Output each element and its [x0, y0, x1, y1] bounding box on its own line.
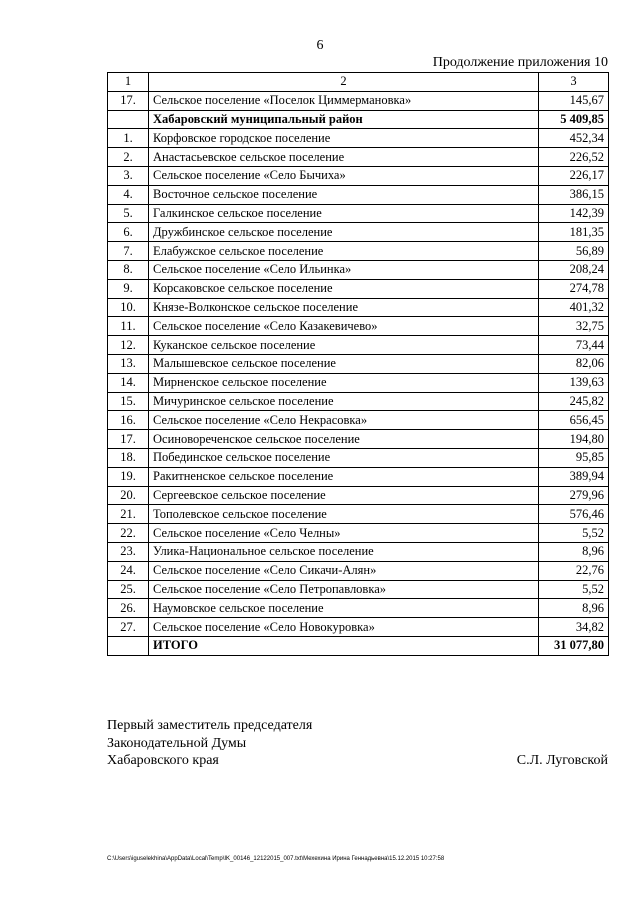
row-number-cell: 12.: [108, 336, 149, 355]
row-name-cell: Анастасьевское сельское поселение: [149, 148, 539, 167]
table-row: [108, 242, 609, 261]
row-number-cell: 17.: [108, 430, 149, 449]
table-row: [108, 561, 609, 580]
allocation-table: [107, 72, 609, 656]
table-row: [108, 129, 609, 148]
row-value-cell: 386,15: [539, 185, 609, 204]
row-name-cell: Сельское поселение «Село Ильинка»: [149, 260, 539, 279]
row-number-cell: 25.: [108, 580, 149, 599]
row-value-cell: 245,82: [539, 392, 609, 411]
table-row: [108, 260, 609, 279]
table-row: [108, 166, 609, 185]
table-row: [108, 542, 609, 561]
table-row: [108, 505, 609, 524]
row-value-cell: 5,52: [539, 524, 609, 543]
row-name-cell: Князе-Волконское сельское поселение: [149, 298, 539, 317]
row-value-cell: 139,63: [539, 373, 609, 392]
row-value-cell: 5 409,85: [539, 110, 609, 129]
table-row: [108, 204, 609, 223]
row-number-cell: 19.: [108, 467, 149, 486]
row-number-cell: 27.: [108, 618, 149, 637]
table-row: [108, 336, 609, 355]
signature-title-line2: Законодательной Думы: [107, 735, 247, 751]
row-value-cell: 82,06: [539, 354, 609, 373]
row-value-cell: 389,94: [539, 467, 609, 486]
row-value-cell: 181,35: [539, 223, 609, 242]
row-name-cell: Малышевское сельское поселение: [149, 354, 539, 373]
row-value-cell: 274,78: [539, 279, 609, 298]
row-number-cell: 2.: [108, 148, 149, 167]
row-name-cell: Сельское поселение «Село Казакевичево»: [149, 317, 539, 336]
row-number-cell: 6.: [108, 223, 149, 242]
row-name-cell: Ракитненское сельское поселение: [149, 467, 539, 486]
header-cell-value: 3: [539, 73, 609, 92]
row-number-cell: 21.: [108, 505, 149, 524]
row-number-cell: 1.: [108, 129, 149, 148]
signer-name: С.Л. Луговской: [516, 753, 608, 768]
row-name-cell: Хабаровский муниципальный район: [149, 110, 539, 129]
row-name-cell: Елабужское сельское поселение: [149, 242, 539, 261]
table-row: [108, 486, 609, 505]
table-row: [108, 430, 609, 449]
table-row: [108, 185, 609, 204]
footer-file-path: C:\Users\iguselekhina\AppData\Local\Temp\IK_00146_12122015_007.txt\Мехехина Ирина Геннадьевна\15.12.2015 10:27:58: [107, 856, 445, 862]
row-number-cell: 7.: [108, 242, 149, 261]
row-name-cell: Тополевское сельское поселение: [149, 505, 539, 524]
row-number-cell: [108, 110, 149, 129]
row-name-cell: Сельское поселение «Село Петропавловка»: [149, 580, 539, 599]
row-number-cell: 18.: [108, 448, 149, 467]
table-row: [108, 110, 609, 129]
row-number-cell: 14.: [108, 373, 149, 392]
table-row: [108, 148, 609, 167]
table-row: [108, 448, 609, 467]
row-number-cell: 16.: [108, 411, 149, 430]
table-row: [108, 354, 609, 373]
table-row: [108, 524, 609, 543]
row-name-cell: Сельское поселение «Село Некрасовка»: [149, 411, 539, 430]
row-value-cell: 31 077,80: [539, 636, 609, 655]
row-value-cell: 95,85: [539, 448, 609, 467]
row-value-cell: 452,34: [539, 129, 609, 148]
row-name-cell: Куканское сельское поселение: [149, 336, 539, 355]
row-number-cell: 5.: [108, 204, 149, 223]
table-row: [108, 373, 609, 392]
row-name-cell: Восточное сельское поселение: [149, 185, 539, 204]
row-value-cell: 226,17: [539, 166, 609, 185]
table-row: [108, 411, 609, 430]
table-row: [108, 467, 609, 486]
header-cell-num: 1: [108, 73, 149, 92]
table-row: [108, 580, 609, 599]
row-number-cell: 24.: [108, 561, 149, 580]
row-name-cell: Сельское поселение «Поселок Циммермановка»: [149, 91, 539, 110]
table-row: [108, 599, 609, 618]
table-row: [108, 298, 609, 317]
row-name-cell: Корсаковское сельское поселение: [149, 279, 539, 298]
table-header-row: [108, 73, 609, 92]
row-number-cell: 23.: [108, 542, 149, 561]
row-value-cell: 34,82: [539, 618, 609, 637]
row-name-cell: Наумовское сельское поселение: [149, 599, 539, 618]
row-value-cell: 8,96: [539, 542, 609, 561]
row-name-cell: Побединское сельское поселение: [149, 448, 539, 467]
signature-title-line3: Хабаровского края: [107, 753, 219, 768]
table-row: [108, 618, 609, 637]
row-value-cell: 5,52: [539, 580, 609, 599]
row-value-cell: 8,96: [539, 599, 609, 618]
row-number-cell: [108, 636, 149, 655]
continuation-label: Продолжение приложения 10: [432, 55, 608, 70]
row-number-cell: 4.: [108, 185, 149, 204]
header-cell-name: 2: [149, 73, 539, 92]
row-name-cell: Осиновореченское сельское поселение: [149, 430, 539, 449]
table-row: [108, 279, 609, 298]
row-name-cell: Сельское поселение «Село Новокуровка»: [149, 618, 539, 637]
row-value-cell: 401,32: [539, 298, 609, 317]
table-row: [108, 91, 609, 110]
row-name-cell: Мичуринское сельское поселение: [149, 392, 539, 411]
signature-title-line1: Первый заместитель председателя: [107, 718, 313, 733]
row-number-cell: 22.: [108, 524, 149, 543]
table-row: [108, 223, 609, 242]
page-number: 6: [316, 38, 324, 53]
table-row: [108, 317, 609, 336]
row-number-cell: 13.: [108, 354, 149, 373]
row-value-cell: 73,44: [539, 336, 609, 355]
row-value-cell: 142,39: [539, 204, 609, 223]
row-name-cell: Сельское поселение «Село Бычиха»: [149, 166, 539, 185]
table-row: [108, 636, 609, 655]
signature-block: [107, 717, 312, 770]
row-number-cell: 20.: [108, 486, 149, 505]
row-number-cell: 8.: [108, 260, 149, 279]
row-number-cell: 15.: [108, 392, 149, 411]
row-name-cell: Галкинское сельское поселение: [149, 204, 539, 223]
row-value-cell: 22,76: [539, 561, 609, 580]
row-name-cell: Дружбинское сельское поселение: [149, 223, 539, 242]
row-number-cell: 11.: [108, 317, 149, 336]
row-value-cell: 56,89: [539, 242, 609, 261]
row-value-cell: 656,45: [539, 411, 609, 430]
row-name-cell: ИТОГО: [149, 636, 539, 655]
row-value-cell: 208,24: [539, 260, 609, 279]
row-value-cell: 32,75: [539, 317, 609, 336]
row-value-cell: 279,96: [539, 486, 609, 505]
row-name-cell: Мирненское сельское поселение: [149, 373, 539, 392]
row-name-cell: Сергеевское сельское поселение: [149, 486, 539, 505]
row-value-cell: 226,52: [539, 148, 609, 167]
row-number-cell: 10.: [108, 298, 149, 317]
row-name-cell: Улика-Национальное сельское поселение: [149, 542, 539, 561]
row-value-cell: 145,67: [539, 91, 609, 110]
row-number-cell: 3.: [108, 166, 149, 185]
row-name-cell: Сельское поселение «Село Сикачи-Алян»: [149, 561, 539, 580]
row-name-cell: Сельское поселение «Село Челны»: [149, 524, 539, 543]
row-number-cell: 17.: [108, 91, 149, 110]
row-number-cell: 26.: [108, 599, 149, 618]
row-number-cell: 9.: [108, 279, 149, 298]
table-row: [108, 392, 609, 411]
row-value-cell: 576,46: [539, 505, 609, 524]
row-name-cell: Корфовское городское поселение: [149, 129, 539, 148]
row-value-cell: 194,80: [539, 430, 609, 449]
